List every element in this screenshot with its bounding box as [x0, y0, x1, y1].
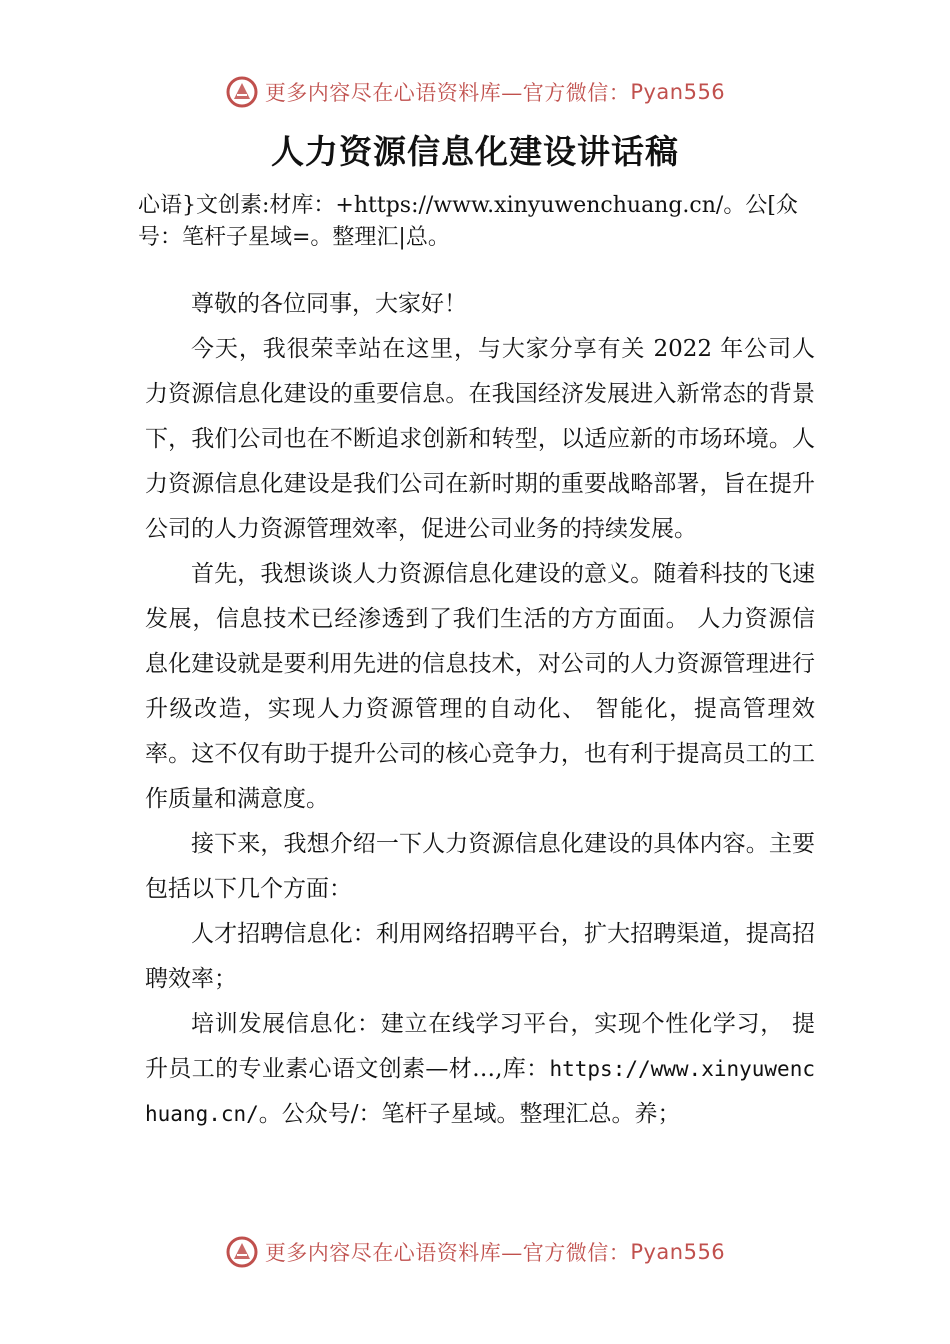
header-banner	[0, 72, 950, 112]
paragraph-significance: 首先，我想谈谈人力资源信息化建设的意义。随着科技的飞速发展，信息技术已经渗透到了我们生活的方方面面。 人力资源信息化建设就是要利用先进的信息技术，对公司的人力资源管理进行升级改造，实现人力资源管理的自动化、 智能化，提高管理效率。这不仅有助于提升公司的核心竞争力，也有利于提高员工的工作质量和满意度。	[145, 561, 815, 812]
paragraph-greeting: 尊敬的各位同事，大家好！	[191, 291, 467, 317]
brand-logo-icon	[225, 1235, 259, 1269]
brand-logo-icon	[225, 75, 259, 109]
document-title: 人力资源信息化建设讲话稿	[271, 132, 679, 171]
banner-text: 更多内容尽在心语资料库—官方微信：	[264, 81, 631, 105]
footer-banner-text: 更多内容尽在心语资料库—官方微信：	[264, 1241, 631, 1265]
source-url: https://www.xinyuwenchuang.cn/	[145, 1057, 815, 1126]
footer-banner-wechat-id: Pyan556	[630, 1240, 726, 1264]
banner-wechat-id: Pyan556	[630, 80, 726, 104]
footer-banner	[0, 1232, 950, 1272]
training-text-after: 。公众号/：笔杆子星域。整理汇总。养；	[258, 1101, 681, 1127]
training-text: 培训发展信息化：建立在线学习平台，实现个性化学习， 提升员工的专业素心语文创素—材…,库：	[145, 1011, 815, 1082]
paragraph-intro: 今天，我很荣幸站在这里，与大家分享有关 2022 年公司人力资源信息化建设的重要信息。在我国经济发展进入新常态的背景下，我们公司也在不断追求创新和转型，以适应新的市场环境。人力资源信息化建设是我们公司在新时期的重要战略部署，旨在提升公司的人力资源管理效率，促进公司业务的持续发展。	[145, 336, 815, 542]
paragraph-content-overview: 接下来，我想介绍一下人力资源信息化建设的具体内容。主要包括以下几个方面：	[145, 831, 815, 902]
paragraph-recruitment: 人才招聘信息化：利用网络招聘平台，扩大招聘渠道，提高招聘效率；	[145, 921, 815, 992]
paragraph-training	[145, 1002, 815, 1137]
document-body	[145, 282, 815, 1137]
source-note: 心语}文创素:材库：+https://www.xinyuwenchuang.cn/。公[众号：笔杆子星域=。整理汇|总。	[138, 193, 798, 250]
